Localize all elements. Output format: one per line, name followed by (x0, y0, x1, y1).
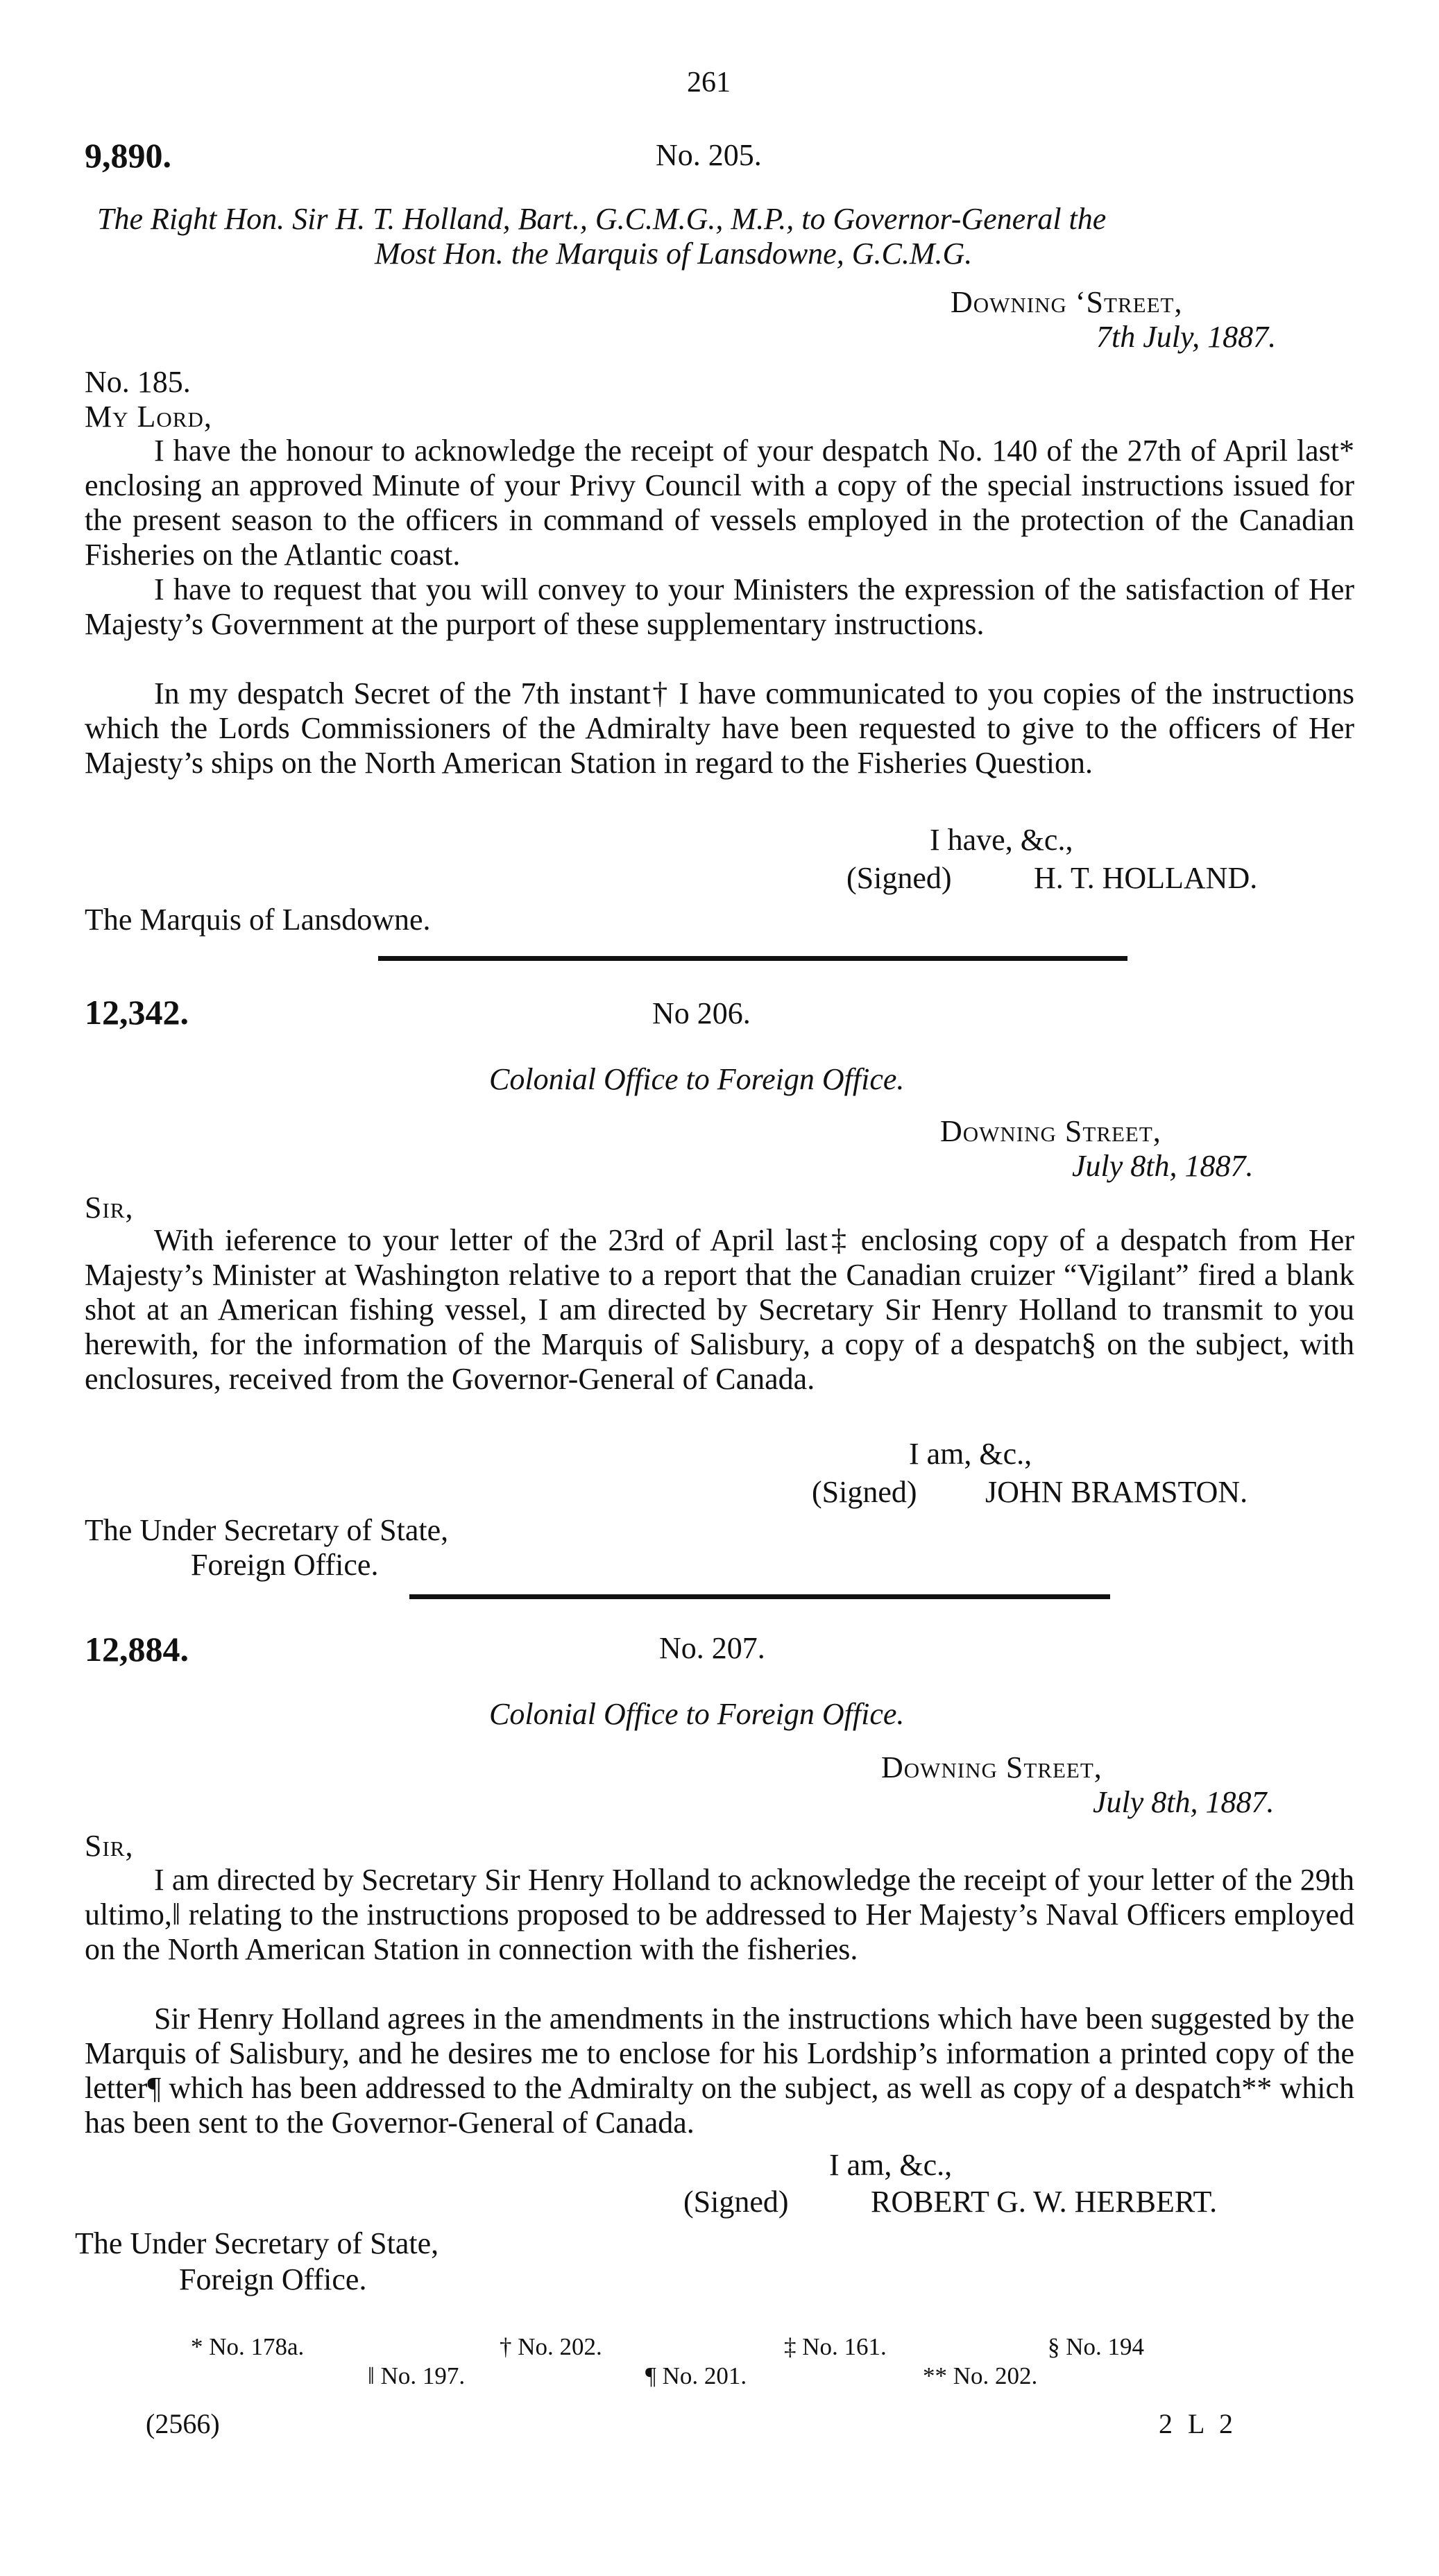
signature-mark: 2 L 2 (1159, 2408, 1237, 2439)
signed-label: (Signed) (812, 1475, 917, 1509)
footnote: ** No. 202. (923, 2362, 1038, 2389)
date-line (1096, 319, 1276, 355)
date-line (1072, 1148, 1254, 1184)
addressee: The Under Secretary of State, (85, 1513, 449, 1547)
closing-line: I have, &c., (930, 823, 1073, 857)
section-divider (378, 956, 1127, 961)
signatory: ROBERT G. W. HERBERT. (871, 2185, 1218, 2219)
document-number: No 206. (652, 996, 751, 1030)
footnote: † No. 202. (500, 2333, 602, 2360)
reference-number: No. 185. (85, 365, 191, 399)
letter-paragraph: I have to request that you will convey to your Ministers the expression of the satisfaction of Her Majesty’s Government at the purport of these supplementary instructions. (85, 572, 1354, 641)
document-heading: The Right Hon. Sir H. T. Holland, Bart., G.C.M.G., M.P., to Governor-General the (97, 202, 1107, 236)
footnote: § No. 194 (1048, 2333, 1145, 2360)
signed-label: (Signed) (846, 861, 952, 895)
closing-line: I am, &c., (909, 1437, 1032, 1471)
margin-reference: 12,884. (85, 1630, 189, 1669)
addressee: The Under Secretary of State, (75, 2226, 439, 2260)
signed-label: (Signed) (683, 2185, 789, 2219)
page-number: 261 (687, 67, 731, 99)
addressee-office: Foreign Office. (191, 1548, 379, 1582)
salutation: Sir, (85, 1829, 134, 1863)
place-line: Downing Street, (940, 1114, 1161, 1148)
print-code: (2566) (146, 2408, 220, 2439)
salutation: My Lord, (85, 400, 212, 434)
date-text: July 8th, 1887. (1093, 1785, 1275, 1819)
date-line (1093, 1784, 1275, 1820)
margin-reference: 9,890. (85, 136, 171, 175)
footnote: ¶ No. 201. (645, 2362, 747, 2389)
addressee-office: Foreign Office. (179, 2262, 367, 2296)
letter-paragraph: I am directed by Secretary Sir Henry Holland to acknowledge the receipt of your letter of the 29th ultimo,‖ relating to the instructions proposed to be addressed to Her Majesty’s Naval Officers employed on the North American Station in connection with the fisheries. (85, 1863, 1354, 1966)
signatory: JOHN BRAMSTON. (985, 1475, 1248, 1509)
date-text: July 8th, 1887. (1072, 1149, 1254, 1183)
letter-paragraph: I have the honour to acknowledge the receipt of your despatch No. 140 of the 27th of April last* enclosing an approved Minute of your Privy Council with a copy of the special instructions issued for the present season to the officers in command of vessels employed in the protection of the Canadian Fisheries on the Atlantic coast. (85, 434, 1354, 572)
margin-reference: 12,342. (85, 993, 189, 1032)
document-number: No. 205. (656, 138, 762, 172)
addressee: The Marquis of Lansdowne. (85, 903, 431, 937)
place-line: Downing ‘Street, (951, 285, 1183, 319)
footnote: ‡ No. 161. (784, 2333, 887, 2360)
signatory: H. T. HOLLAND. (1034, 861, 1258, 895)
letter-paragraph: With ieference to your letter of the 23rd of April last‡ enclosing copy of a despatch from Her Majesty’s Minister at Washington relative to a report that the Canadian cruizer “Vigilant” fired a blank shot at an American fishing vessel, I am directed by Secretary Sir Henry Holland to transmit to you herewith, for the information of the Marquis of Salisbury, a copy of a despatch§ on the subject, with enclosures, received from the Governor-General of Canada. (85, 1223, 1354, 1396)
letter-paragraph: Sir Henry Holland agrees in the amendments in the instructions which have been suggested by the Marquis of Salisbury, and he desires me to enclose for his Lordship’s information a printed copy of the letter¶ which has been addressed to the Admiralty on the subject, as well as copy of a despatch** which has been sent to the Governor-General of Canada. (85, 2002, 1354, 2140)
document-heading: Colonial Office to Foreign Office. (489, 1062, 905, 1096)
footnote: * No. 178a. (191, 2333, 305, 2360)
letter-paragraph: In my despatch Secret of the 7th instant† I have communicated to you copies of the instructions which the Lords Commissioners of the Admiralty have been requested to give to the officers of Her Majesty’s ships on the North American Station in regard to the Fisheries Question. (85, 676, 1354, 780)
section-divider (409, 1594, 1110, 1599)
document-number: No. 207. (659, 1631, 765, 1665)
salutation: Sir, (85, 1191, 134, 1225)
date-text: 7th July, 1887. (1096, 320, 1277, 354)
place-line: Downing Street, (881, 1750, 1102, 1784)
footnote: ‖ No. 197. (368, 2362, 466, 2389)
document-heading: Colonial Office to Foreign Office. (489, 1697, 905, 1731)
document-heading-continued: Most Hon. the Marquis of Lansdowne, G.C.M.G. (375, 237, 973, 271)
closing-line: I am, &c., (829, 2148, 953, 2182)
